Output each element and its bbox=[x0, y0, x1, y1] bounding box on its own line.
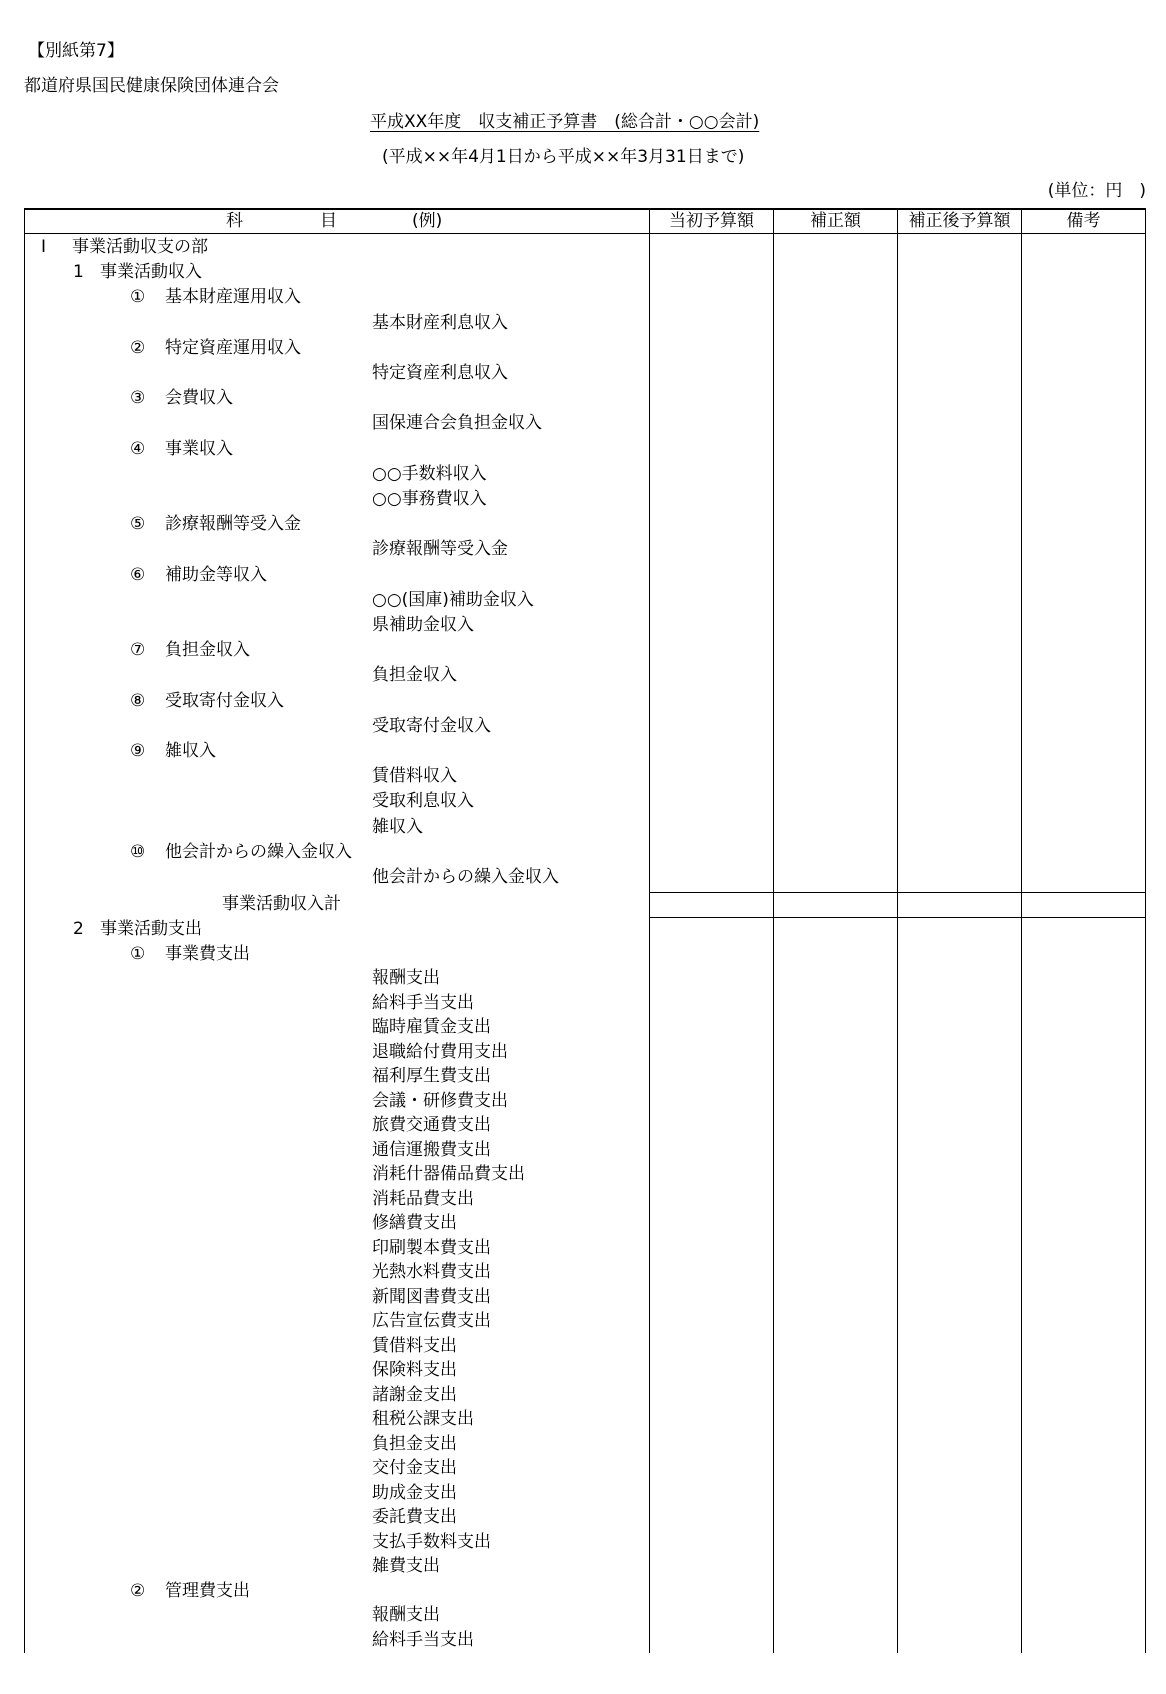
row-number: I bbox=[41, 237, 47, 257]
column-divider bbox=[1021, 208, 1022, 1653]
account-item-label: 印刷製本費支出 bbox=[372, 1238, 491, 1258]
account-item-label: 負担金支出 bbox=[372, 1434, 457, 1454]
account-item-label: 国保連合会負担金収入 bbox=[372, 413, 542, 433]
account-item-label: 基本財産運用収入 bbox=[165, 287, 301, 307]
column-divider bbox=[649, 208, 650, 1653]
row-number: 1 bbox=[73, 262, 84, 282]
account-item-label: 給料手当支出 bbox=[372, 1630, 474, 1650]
account-item-label: 賃借料収入 bbox=[372, 766, 457, 786]
table-right-border bbox=[1145, 208, 1146, 1653]
account-item-label: 他会計からの繰入金収入 bbox=[372, 867, 559, 887]
account-item-label: 会費収入 bbox=[165, 388, 233, 408]
account-item-label: 交付金支出 bbox=[372, 1458, 457, 1478]
account-item-label: 受取寄付金収入 bbox=[372, 716, 491, 736]
account-item-label: 管理費支出 bbox=[165, 1581, 250, 1601]
page-title: 平成XX年度 収支補正予算書 (総合計・○○会計) bbox=[370, 112, 760, 132]
row-number: ⑨ bbox=[130, 741, 146, 761]
column-divider bbox=[897, 208, 898, 1653]
account-item-label: 臨時雇賃金支出 bbox=[372, 1017, 491, 1037]
row-number: ③ bbox=[130, 388, 146, 408]
row-number: ④ bbox=[130, 439, 146, 459]
account-item-label: 諸謝金支出 bbox=[372, 1385, 457, 1405]
account-item-label: 光熱水料費支出 bbox=[372, 1262, 491, 1282]
account-item-label: 特定資産運用収入 bbox=[165, 338, 301, 358]
row-number: ⑤ bbox=[130, 514, 146, 534]
account-item-label: 雑収入 bbox=[165, 741, 216, 761]
account-item-label: 退職給付費用支出 bbox=[372, 1042, 508, 1062]
total-row-label: 事業活動収入計 bbox=[222, 894, 341, 914]
account-item-label: 広告宣伝費支出 bbox=[372, 1311, 491, 1331]
account-item-label: 報酬支出 bbox=[372, 968, 440, 988]
period-subtitle: (平成××年4月1日から平成××年3月31日まで) bbox=[382, 147, 745, 167]
account-item-label: ○○(国庫)補助金収入 bbox=[372, 590, 534, 610]
account-item-label: 助成金支出 bbox=[372, 1483, 457, 1503]
account-item-label: 事業活動収入 bbox=[100, 262, 202, 282]
account-item-label: 委託費支出 bbox=[372, 1507, 457, 1527]
attachment-label: 【別紙第7】 bbox=[28, 41, 124, 61]
account-item-label: 雑収入 bbox=[372, 817, 423, 837]
account-item-label: 事業費支出 bbox=[165, 944, 250, 964]
account-item-label: 福利厚生費支出 bbox=[372, 1066, 491, 1086]
account-item-label: 事業活動収支の部 bbox=[72, 237, 208, 257]
account-item-label: 給料手当支出 bbox=[372, 993, 474, 1013]
total-row-bottom-border bbox=[649, 917, 1146, 918]
row-number: 2 bbox=[73, 919, 84, 939]
account-item-label: 賃借料支出 bbox=[372, 1336, 457, 1356]
account-item-label: 他会計からの繰入金収入 bbox=[165, 842, 352, 862]
row-number: ⑥ bbox=[130, 565, 146, 585]
account-item-label: 負担金収入 bbox=[165, 640, 250, 660]
account-item-label: 修繕費支出 bbox=[372, 1213, 457, 1233]
account-item-label: 報酬支出 bbox=[372, 1605, 440, 1625]
table-left-border bbox=[24, 208, 25, 1653]
account-item-label: 雑費支出 bbox=[372, 1556, 440, 1576]
account-item-label: 事業活動支出 bbox=[100, 919, 202, 939]
account-item-label: 受取利息収入 bbox=[372, 791, 474, 811]
account-item-label: 旅費交通費支出 bbox=[372, 1115, 491, 1135]
row-number: ⑩ bbox=[130, 842, 146, 862]
unit-label: (単位：円 ) bbox=[1047, 181, 1146, 201]
account-item-label: ○○事務費収入 bbox=[372, 489, 487, 509]
header-subject-2: 目 bbox=[320, 211, 337, 231]
account-item-label: 事業収入 bbox=[165, 439, 233, 459]
account-item-label: 保険料支出 bbox=[372, 1360, 457, 1380]
account-item-label: 特定資産利息収入 bbox=[372, 363, 508, 383]
account-item-label: ○○手数料収入 bbox=[372, 464, 487, 484]
account-item-label: 負担金収入 bbox=[372, 665, 457, 685]
account-item-label: 基本財産利息収入 bbox=[372, 313, 508, 333]
header-bottom-border bbox=[24, 233, 1146, 234]
account-item-label: 受取寄付金収入 bbox=[165, 691, 284, 711]
account-item-label: 消耗什器備品費支出 bbox=[372, 1164, 525, 1184]
row-number: ② bbox=[130, 1581, 146, 1601]
account-item-label: 県補助金収入 bbox=[372, 615, 474, 635]
account-item-label: 支払手数料支出 bbox=[372, 1532, 491, 1552]
account-item-label: 補助金等収入 bbox=[165, 565, 267, 585]
header-remarks: 備考 bbox=[1066, 211, 1101, 231]
total-row-top-border bbox=[649, 892, 1146, 893]
header-revised-budget: 補正後予算額 bbox=[908, 211, 1011, 231]
organization-name: 都道府県国民健康保険団体連合会 bbox=[24, 76, 279, 96]
row-number: ① bbox=[130, 944, 146, 964]
column-divider bbox=[773, 208, 774, 1653]
row-number: ⑧ bbox=[130, 691, 146, 711]
account-item-label: 通信運搬費支出 bbox=[372, 1140, 491, 1160]
header-revision: 補正額 bbox=[810, 211, 861, 231]
account-item-label: 新聞図書費支出 bbox=[372, 1287, 491, 1307]
account-item-label: 診療報酬等受入金 bbox=[372, 539, 508, 559]
row-number: ⑦ bbox=[130, 640, 146, 660]
header-subject-1: 科 bbox=[226, 211, 243, 231]
account-item-label: 会議・研修費支出 bbox=[372, 1091, 508, 1111]
row-number: ① bbox=[130, 287, 146, 307]
header-initial-budget: 当初予算額 bbox=[669, 211, 754, 231]
row-number: ② bbox=[130, 338, 146, 358]
account-item-label: 診療報酬等受入金 bbox=[165, 514, 301, 534]
account-item-label: 消耗品費支出 bbox=[372, 1189, 474, 1209]
header-subject-example: (例) bbox=[412, 211, 443, 231]
account-item-label: 租税公課支出 bbox=[372, 1409, 474, 1429]
